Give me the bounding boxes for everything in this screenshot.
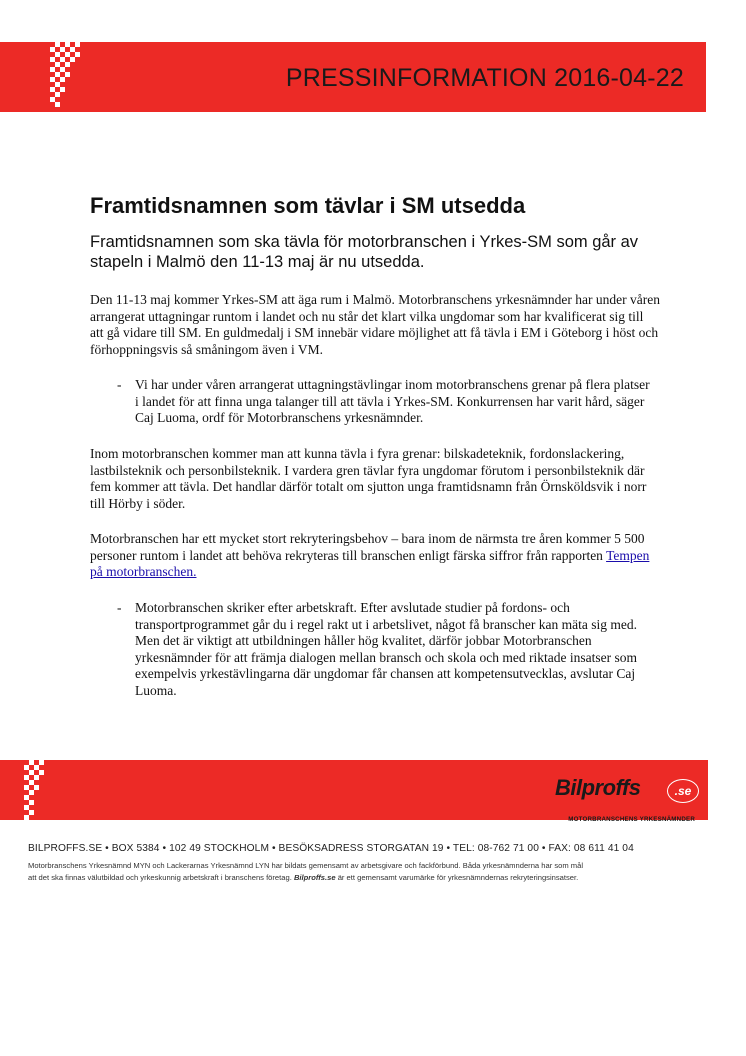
footer-line-2 [28, 873, 728, 882]
paragraph-3-text: Motorbranschen har ett mycket stort rekryteringsbehov – bara inom de närmsta tre åren kommer 5 500 personer runtom i landet att behöva rekryteras till branschen enligt färska siffror från rapporten [90, 531, 645, 563]
header-checker-pattern [50, 42, 80, 112]
footer-line-1: Motorbranschens Yrkesnämnd MYN och Lackerarnas Yrkesnämnd LYN har bildats gemensamt av arbetsgivare och fackförbund. Båda yrkesnämnderna har som mål [28, 861, 584, 870]
quote-1-dash: - [117, 377, 122, 392]
paragraph-3 [90, 531, 660, 581]
press-info-title: PRESSINFORMATION 2016-04-22 [285, 64, 684, 92]
footer-line-2-start: att det ska finnas välutbildad och yrkeskunnig arbetskraft i branschens företag. [28, 873, 294, 882]
report-link[interactable]: Tempen på motorbranschen. [90, 547, 650, 579]
footer-address: BILPROFFS.SE • BOX 5384 • 102 49 STOCKHOLM • BESÖKSADRESS STORGATAN 19 • TEL: 08-762 71 00 • FAX: 08 611 41 04 [28, 843, 634, 854]
quote-2-dash: - [117, 600, 122, 615]
article-headline: Framtidsnamnen som tävlar i SM utsedda [90, 193, 526, 218]
footer-checker-pattern [24, 760, 59, 820]
paragraph-2: Inom motorbranschen kommer man att kunna tävla i fyra grenar: bilskadeteknik, fordonslackering, lastbilsteknik och personbilsteknik. I vardera gren tävlar fyra ungdomar förutom i personbilsteknik där fem kommer att tävla. Det handlar därför totalt om sjutton unga framtidsnamn från Örnsköldsvik i norr till Hörby i söder. [90, 446, 647, 511]
footer-brand: Bilproffs.se [293, 873, 336, 882]
article-ingress: Framtidsnamnen som ska tävla för motorbranschen i Yrkes-SM som går av stapeln i Malmö den 11-13 maj är nu utsedda. [90, 233, 639, 271]
quote-1-text: Vi har under våren arrangerat uttagningstävlingar inom motorbranschens grenar på flera platser i landet för att finna unga talanger till att tävla i Yrkes-SM. Konkurrensen har varit hård, säger Caj Luoma, ordf för Motorbranschens yrkesnämnder. [135, 377, 650, 425]
logo-tagline: MOTORBRANSCHENS YRKESNÄMNDER [568, 816, 695, 823]
bilproffs-logo [555, 775, 705, 823]
logo-se-badge: .se [667, 779, 699, 803]
logo-wordmark: Bilproffs [555, 775, 641, 800]
footer-line-2-end: är ett gemensamt varumärke för yrkesnämndernas rekryteringsinsatser. [335, 873, 579, 882]
paragraph-1: Den 11-13 maj kommer Yrkes-SM att äga rum i Malmö. Motorbranschens yrkesnämnder har under våren arrangerat uttagningar runtom i landet och nu står det klart vilka ungdomar som har kvalificerat sig till att gå vidare till SM. En guldmedalj i SM innebär vidare möjlighet att få tävla i EM i Göteborg i höst och förhoppningsvis så småningom även i VM. [90, 292, 660, 357]
quote-2-text: Motorbranschen skriker efter arbetskraft. Efter avslutade studier på fordons- och transportprogrammet går du i regel rakt ut i arbetslivet, något få branscher kan mäta sig med. Men det är viktigt att utbildningen håller hög kvalitet, därför jobbar Motorbranschen yrkesnämnder för att främja dialogen mellan bransch och skola och med riktade insatser som exempelvis yrkestävlingarna där ungdomar får chansen att kompetensutvecklas, avslutar Caj Luoma. [135, 600, 637, 698]
